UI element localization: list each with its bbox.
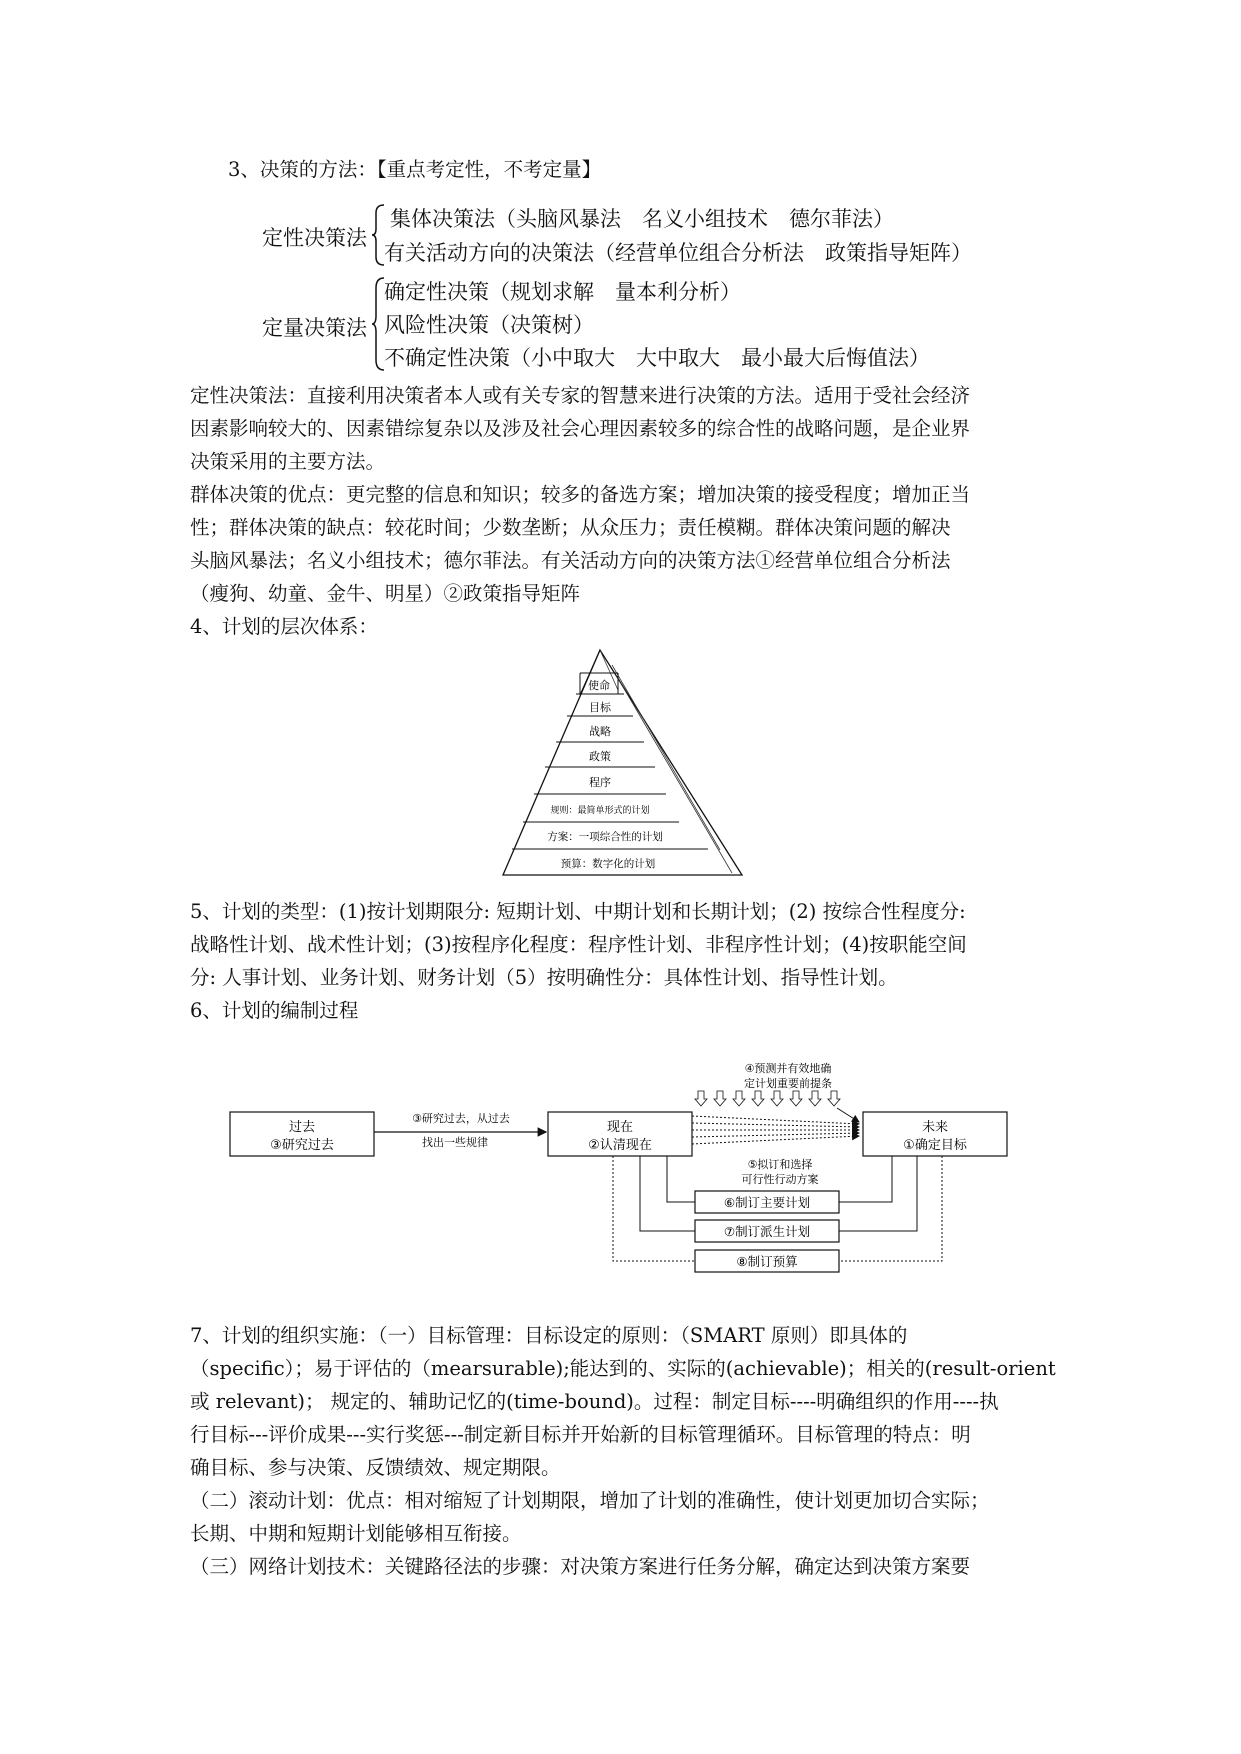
- derived-plan-box: ⑦制订派生计划: [723, 1224, 811, 1239]
- quantitative-label: 定量决策法: [262, 316, 367, 340]
- future-title: 未来: [921, 1120, 949, 1135]
- section-6-heading: 6、计划的编制过程: [190, 999, 359, 1022]
- pyramid-tier: 方案：一项综合性的计划: [547, 831, 663, 843]
- text-line: 7、计划的组织实施：（一）目标管理：目标设定的原则：（SMART 原则）即具体的: [190, 1324, 908, 1347]
- section-3-heading: 3、决策的方法：【重点考定性，不考定量】: [228, 158, 602, 181]
- text-line: 行目标---评价成果---实行奖惩---制定新目标并开始新的目标管理循环。目标管理的特点：明: [190, 1423, 971, 1446]
- budget-box: ⑧制订预算: [736, 1254, 798, 1269]
- past-title: 过去: [288, 1120, 316, 1135]
- text-line: 因素影响较大的、因素错综复杂以及涉及社会心理因素较多的综合性的战略问题，是企业界: [190, 417, 971, 440]
- text-line: （二）滚动计划：优点：相对缩短了计划期限，增加了计划的准确性，使计划更加切合实际；: [190, 1489, 990, 1512]
- text-line: （specific）；易于评估的（mearsurable);能达到的、实际的(achievable)；相关的(result-orient: [190, 1357, 1056, 1380]
- alternatives-label: 可行性行动方案: [741, 1173, 819, 1186]
- text-line: 长期、中期和短期计划能够相互衔接。: [190, 1522, 522, 1545]
- text-line: 5、计划的类型：(1)按计划期限分: 短期计划、中期计划和长期计划；(2) 按综合性程度分:: [190, 900, 966, 923]
- text-line: 性；群体决策的缺点：较花时间；少数垄断；从众压力；责任模糊。群体决策问题的解决: [190, 516, 951, 539]
- text-line: 或 relevant)； 规定的、辅助记忆的(time-bound)。过程：制定目标----明确组织的作用----执: [190, 1390, 999, 1413]
- past-step: ③研究过去: [270, 1138, 334, 1153]
- text-line: （三）网络计划技术：关键路径法的步骤：对决策方案进行任务分解，确定达到决策方案要: [190, 1555, 971, 1578]
- present-title: 现在: [606, 1120, 634, 1135]
- quantitative-item: 风险性决策（决策树）: [384, 313, 594, 337]
- text-line: 战略性计划、战术性计划；(3)按程序化程度：程序性计划、非程序性计划；(4)按职能空间: [190, 933, 967, 956]
- pyramid-tier: 程序: [589, 776, 611, 789]
- text-line: 分: 人事计划、业务计划、财务计划（5）按明确性分：具体性计划、指导性计划。: [190, 966, 898, 989]
- planning-hierarchy-pyramid: [500, 645, 750, 885]
- section-4-heading: 4、计划的层次体系：: [190, 615, 378, 638]
- qualitative-label: 定性决策法: [262, 226, 367, 250]
- present-step: ②认清现在: [588, 1138, 652, 1153]
- quantitative-item: 确定性决策（规划求解 量本利分析）: [384, 280, 741, 304]
- pyramid-tier: 预算：数字化的计划: [560, 858, 656, 870]
- alternatives-label: ⑤拟订和选择: [747, 1158, 813, 1171]
- main-plan-box: ⑥制订主要计划: [723, 1195, 811, 1210]
- planning-process-flowchart: [225, 1060, 1025, 1285]
- pyramid-tier: 规则：最简单形式的计划: [550, 806, 650, 816]
- future-step: ①确定目标: [903, 1138, 967, 1153]
- pyramid-tier: 使命: [588, 679, 610, 692]
- qualitative-item: 有关活动方向的决策法（经营单位组合分析法 政策指导矩阵）: [384, 241, 972, 265]
- quantitative-item: 不确定性决策（小中取大 大中取大 最小最大后悔值法）: [384, 346, 930, 370]
- premise-label: 定计划重要前提条: [744, 1077, 832, 1090]
- arrow-label: ③研究过去，从过去: [412, 1112, 510, 1125]
- text-line: （瘦狗、幼童、金牛、明星）②政策指导矩阵: [190, 582, 581, 605]
- text-line: 确目标、参与决策、反馈绩效、规定期限。: [190, 1456, 561, 1479]
- pyramid-tier: 目标: [589, 701, 611, 714]
- text-line: 群体决策的优点：更完整的信息和知识；较多的备选方案；增加决策的接受程度；增加正当: [190, 483, 971, 506]
- premise-label: ④预测并有效地确: [744, 1062, 832, 1075]
- text-line: 定性决策法：直接利用决策者本人或有关专家的智慧来进行决策的方法。适用于受社会经济: [190, 384, 971, 407]
- qualitative-item: 集体决策法（头脑风暴法 名义小组技术 德尔菲法）: [390, 207, 894, 231]
- pyramid-tier: 政策: [589, 750, 611, 763]
- text-line: 头脑风暴法；名义小组技术；德尔菲法。有关活动方向的决策方法①经营单位组合分析法: [190, 549, 951, 572]
- text-line: 决策采用的主要方法。: [190, 450, 386, 473]
- arrow-label: 找出一些规律: [422, 1136, 488, 1149]
- pyramid-tier: 战略: [589, 725, 611, 738]
